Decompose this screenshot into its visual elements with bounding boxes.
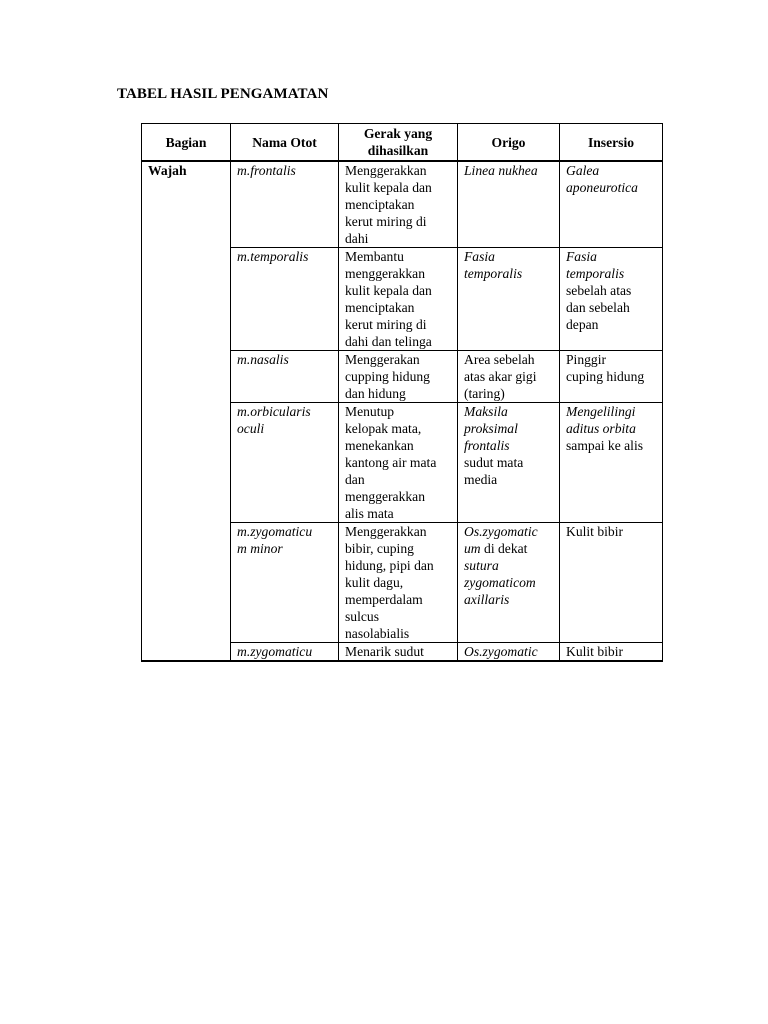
cell-nama-otot bbox=[231, 643, 339, 662]
cell-line: Membantu bbox=[345, 249, 404, 264]
table-row bbox=[142, 161, 663, 248]
cell-line: Pinggir bbox=[566, 352, 607, 367]
cell-line: dan sebelah bbox=[566, 300, 630, 315]
cell-bagian bbox=[142, 523, 231, 643]
cell-line: menciptakan bbox=[345, 197, 415, 212]
cell-line: Linea nukhea bbox=[464, 163, 538, 178]
cell-line: alis mata bbox=[345, 506, 394, 521]
cell-line: cuping hidung bbox=[566, 369, 645, 384]
cell-line: Menggerakkan bbox=[345, 524, 427, 539]
observation-table bbox=[141, 123, 663, 662]
cell-line-plain-part: di dekat bbox=[480, 541, 528, 556]
cell-line: Area sebelah bbox=[464, 352, 535, 367]
cell-line: bibir, cuping bbox=[345, 541, 414, 556]
cell-nama-otot bbox=[231, 403, 339, 523]
cell-line: Fasia bbox=[464, 249, 495, 264]
cell-nama-otot bbox=[231, 161, 339, 248]
cell-line: Menggerakkan bbox=[345, 163, 427, 178]
cell-line: kerut miring di bbox=[345, 214, 427, 229]
cell-line: sutura bbox=[464, 558, 499, 573]
cell-bagian bbox=[142, 248, 231, 351]
cell-line: axillaris bbox=[464, 592, 510, 607]
cell-line: Os.zygomatic bbox=[464, 524, 538, 539]
cell-line: aponeurotica bbox=[566, 180, 638, 195]
cell-line: kulit kepala dan bbox=[345, 180, 432, 195]
cell-line: Kulit bibir bbox=[566, 644, 624, 659]
cell-line: menekankan bbox=[345, 438, 414, 453]
cell-line: dahi dan telinga bbox=[345, 334, 432, 349]
cell-line: m.orbicularis bbox=[237, 404, 311, 419]
cell-nama-otot bbox=[231, 351, 339, 403]
table-row bbox=[142, 643, 663, 662]
cell-line: sampai ke alis bbox=[566, 438, 644, 453]
header-nama-otot: Nama Otot bbox=[231, 124, 339, 162]
table-row bbox=[142, 351, 663, 403]
cell-line: menciptakan bbox=[345, 300, 415, 315]
cell-line: Kulit bibir bbox=[566, 524, 624, 539]
cell-nama-otot bbox=[231, 248, 339, 351]
cell-line: m.temporalis bbox=[237, 249, 309, 264]
header-gerak-line: Gerak yang bbox=[363, 126, 433, 141]
cell-origo bbox=[458, 403, 560, 523]
table-row bbox=[142, 523, 663, 643]
header-bagian: Bagian bbox=[142, 124, 231, 162]
cell-line: Fasia bbox=[566, 249, 597, 264]
header-insersio: Insersio bbox=[560, 124, 663, 162]
cell-line: m.nasalis bbox=[237, 352, 289, 367]
cell-line: sebelah atas bbox=[566, 283, 632, 298]
cell-origo bbox=[458, 351, 560, 403]
cell-insersio bbox=[560, 643, 663, 662]
cell-gerak bbox=[339, 351, 458, 403]
cell-line: memperdalam bbox=[345, 592, 423, 607]
cell-line: dan hidung bbox=[345, 386, 406, 401]
cell-gerak bbox=[339, 643, 458, 662]
cell-line: temporalis bbox=[464, 266, 523, 281]
cell-gerak bbox=[339, 403, 458, 523]
cell-line: menggerakkan bbox=[345, 266, 426, 281]
cell-insersio bbox=[560, 523, 663, 643]
cell-origo bbox=[458, 643, 560, 662]
cell-line: aditus orbita bbox=[566, 421, 636, 436]
cell-line: nasolabialis bbox=[345, 626, 410, 641]
cell-line: kulit dagu, bbox=[345, 575, 404, 590]
cell-origo bbox=[458, 161, 560, 248]
cell-line: zygomaticom bbox=[464, 575, 536, 590]
cell-line: proksimal bbox=[464, 421, 518, 436]
cell-bagian bbox=[142, 643, 231, 662]
cell-line: menggerakkan bbox=[345, 489, 426, 504]
cell-bagian bbox=[142, 351, 231, 403]
table-row bbox=[142, 403, 663, 523]
cell-gerak bbox=[339, 161, 458, 248]
cell-line: hidung, pipi dan bbox=[345, 558, 434, 573]
cell-line: depan bbox=[566, 317, 599, 332]
cell-line: frontalis bbox=[464, 438, 510, 453]
cell-insersio bbox=[560, 161, 663, 248]
cell-line: atas akar gigi bbox=[464, 369, 537, 384]
cell-line: oculi bbox=[237, 421, 265, 436]
cell-origo bbox=[458, 248, 560, 351]
cell-line: Os.zygomatic bbox=[464, 644, 538, 659]
cell-line: m.zygomaticu bbox=[237, 644, 313, 659]
cell-line: temporalis bbox=[566, 266, 625, 281]
cell-line: dan bbox=[345, 472, 365, 487]
cell-origo bbox=[458, 523, 560, 643]
cell-line: m.zygomaticu bbox=[237, 524, 313, 539]
header-row bbox=[142, 124, 663, 162]
cell-line: media bbox=[464, 472, 498, 487]
cell-line: cupping hidung bbox=[345, 369, 430, 384]
cell-line: sudut mata bbox=[464, 455, 524, 470]
table-body bbox=[142, 161, 663, 661]
table-header bbox=[142, 124, 663, 162]
cell-line-italic-part: um bbox=[464, 541, 481, 556]
cell-gerak bbox=[339, 248, 458, 351]
header-gerak bbox=[339, 124, 458, 162]
cell-line: kerut miring di bbox=[345, 317, 427, 332]
page-title: TABEL HASIL PENGAMATAN bbox=[117, 86, 329, 102]
cell-line: kelopak mata, bbox=[345, 421, 422, 436]
cell-line: sulcus bbox=[345, 609, 379, 624]
cell-line bbox=[464, 540, 555, 557]
table-row bbox=[142, 248, 663, 351]
cell-line: Menarik sudut bbox=[345, 644, 424, 659]
cell-line: Menutup bbox=[345, 404, 395, 419]
cell-line: Maksila bbox=[464, 404, 508, 419]
cell-line: (taring) bbox=[464, 386, 505, 401]
cell-insersio bbox=[560, 403, 663, 523]
cell-bagian: Wajah bbox=[142, 161, 231, 248]
cell-line: dahi bbox=[345, 231, 369, 246]
cell-line: Galea bbox=[566, 163, 600, 178]
cell-gerak bbox=[339, 523, 458, 643]
cell-line: Mengelilingi bbox=[566, 404, 636, 419]
cell-line: kulit kepala dan bbox=[345, 283, 432, 298]
cell-line: m minor bbox=[237, 541, 283, 556]
cell-insersio bbox=[560, 351, 663, 403]
cell-line: m.frontalis bbox=[237, 163, 296, 178]
cell-bagian bbox=[142, 403, 231, 523]
cell-insersio bbox=[560, 248, 663, 351]
cell-line: Menggerakan bbox=[345, 352, 420, 367]
cell-nama-otot bbox=[231, 523, 339, 643]
header-gerak-line: dihasilkan bbox=[367, 143, 429, 158]
cell-line: kantong air mata bbox=[345, 455, 437, 470]
header-origo: Origo bbox=[458, 124, 560, 162]
